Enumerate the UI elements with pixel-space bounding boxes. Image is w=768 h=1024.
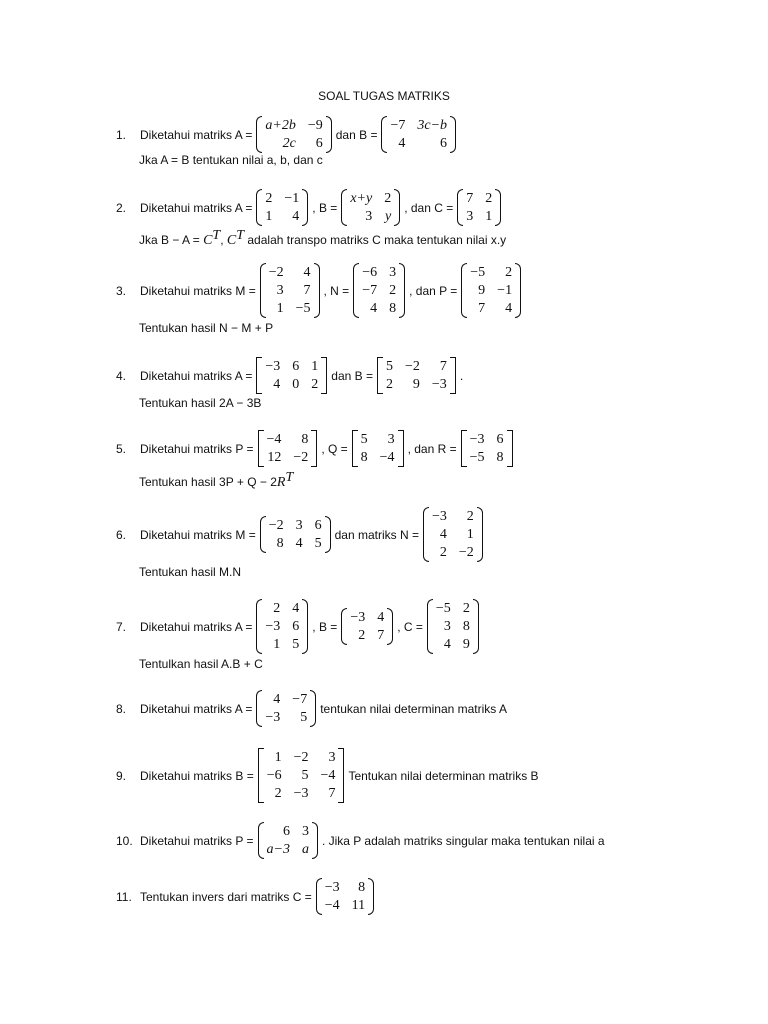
matrix-right-bracket bbox=[368, 878, 374, 915]
matrix-cell: 6 bbox=[315, 136, 323, 151]
matrix-cell: −3 bbox=[350, 610, 366, 625]
matrix-cell: 1 bbox=[274, 750, 282, 765]
matrix-cell: 8 bbox=[360, 450, 368, 465]
matrix-right-bracket bbox=[325, 516, 331, 553]
matrix-entries bbox=[429, 507, 477, 562]
matrix-cell: 2 bbox=[466, 509, 474, 524]
matrix-cell: −2 bbox=[458, 545, 474, 560]
matrix-c bbox=[316, 878, 374, 915]
problem-text: tentukan nilai determinan matriks A bbox=[320, 701, 507, 716]
matrix-right-bracket bbox=[507, 430, 513, 467]
matrix-a bbox=[256, 690, 316, 727]
matrix-cell: 3 bbox=[466, 209, 474, 224]
matrix-r bbox=[461, 430, 513, 467]
matrix-cell: 1 bbox=[273, 637, 281, 652]
matrix-cell: −3 bbox=[431, 377, 447, 392]
matrix-b bbox=[381, 116, 456, 153]
matrix-right-bracket bbox=[310, 690, 316, 727]
matrix-cell: 4 bbox=[292, 601, 300, 616]
problem-number: 11. bbox=[116, 889, 132, 904]
matrix-cell: 2 bbox=[505, 265, 513, 280]
matrix-cell: 6 bbox=[292, 359, 300, 374]
matrix-cell: −2 bbox=[293, 450, 309, 465]
problem-text: Diketahui matriks P = bbox=[140, 833, 254, 848]
matrix-cell: −5 bbox=[295, 301, 311, 316]
matrix-right-bracket bbox=[477, 507, 483, 562]
problem-number: 7. bbox=[116, 619, 127, 634]
matrix-cell: 9 bbox=[478, 283, 486, 298]
matrix-a bbox=[256, 599, 308, 654]
matrix-cell: 5 bbox=[301, 768, 309, 783]
matrix-cell: 2 bbox=[384, 191, 392, 206]
matrix-m bbox=[260, 516, 331, 553]
problem-5-question bbox=[139, 470, 293, 491]
problem-8 bbox=[116, 690, 508, 727]
matrix-cell: −9 bbox=[307, 118, 323, 133]
comma: , bbox=[220, 233, 224, 247]
problem-number: 2. bbox=[116, 200, 127, 215]
matrix-entries bbox=[359, 263, 399, 318]
problem-7 bbox=[116, 599, 482, 654]
matrix-entries bbox=[347, 608, 387, 645]
matrix-cell: −4 bbox=[266, 432, 282, 447]
matrix-cell: 5 bbox=[386, 359, 393, 374]
problem-number: 5. bbox=[116, 441, 127, 456]
problem-number: 8. bbox=[116, 701, 127, 716]
matrix-entries bbox=[262, 116, 325, 153]
problem-1-question: Jka A = B tentukan nilai a, b, dan c bbox=[139, 153, 323, 167]
matrix-cell: 8 bbox=[276, 536, 284, 551]
matrix-cell: 6 bbox=[292, 619, 300, 634]
transpose-mark: T bbox=[212, 228, 221, 243]
matrix-entries bbox=[322, 878, 368, 915]
matrix-m bbox=[260, 263, 320, 318]
matrix-cell: −7 bbox=[362, 283, 378, 298]
problem-10 bbox=[116, 822, 606, 859]
matrix-n bbox=[353, 263, 405, 318]
matrix-cell: 3 bbox=[443, 619, 451, 634]
matrix-a bbox=[256, 357, 327, 394]
matrix-cell: 7 bbox=[328, 786, 336, 801]
matrix-cell: 2 bbox=[274, 786, 282, 801]
problem-text: Diketahui matriks A = bbox=[140, 701, 253, 716]
matrix-right-bracket bbox=[338, 748, 344, 803]
matrix-cell: 8 bbox=[358, 880, 366, 895]
matrix-cell: 4 bbox=[505, 301, 513, 316]
problem-4 bbox=[116, 357, 464, 394]
matrix-entries bbox=[264, 748, 339, 803]
matrix-entries bbox=[387, 116, 450, 153]
problem-text: Diketahui matriks M = bbox=[140, 283, 256, 298]
matrix-cell: 3 bbox=[276, 283, 284, 298]
matrix-c bbox=[457, 189, 501, 226]
matrix-right-bracket bbox=[302, 599, 308, 654]
matrix-cell: a+2b bbox=[265, 118, 296, 133]
matrix-cell: 1 bbox=[311, 359, 319, 374]
matrix-cell: 4 bbox=[295, 536, 303, 551]
problem-number: 1. bbox=[116, 127, 127, 142]
matrix-b bbox=[341, 189, 400, 226]
matrix-entries bbox=[347, 189, 394, 226]
matrix-cell: 5 bbox=[292, 637, 300, 652]
problem-4-question: Tentukan hasil 2A − 3B bbox=[139, 396, 262, 410]
matrix-right-bracket bbox=[515, 263, 521, 318]
matrix-cell: −3 bbox=[469, 432, 485, 447]
matrix-cell: 2 bbox=[439, 545, 447, 560]
matrix-cell: a−3 bbox=[266, 842, 290, 857]
problem-text: . bbox=[459, 368, 464, 383]
problem-text: dan B = bbox=[331, 368, 373, 383]
problem-9 bbox=[116, 748, 540, 803]
matrix-entries bbox=[262, 599, 302, 654]
problem-number: 6. bbox=[116, 527, 127, 542]
matrix-cell: x+y bbox=[350, 191, 373, 206]
problem-number: 10. bbox=[116, 833, 133, 848]
problem-11 bbox=[116, 878, 377, 915]
matrix-cell: 7 bbox=[377, 628, 385, 643]
matrix-cell: −3 bbox=[265, 619, 281, 634]
matrix-cell: 4 bbox=[377, 610, 385, 625]
matrix-cell: 4 bbox=[443, 637, 451, 652]
matrix-cell: 8 bbox=[301, 432, 309, 447]
problem-text: , dan R = bbox=[407, 441, 457, 456]
matrix-cell: 7 bbox=[478, 301, 486, 316]
matrix-right-bracket bbox=[321, 357, 327, 394]
matrix-cell: 2 bbox=[386, 377, 393, 392]
matrix-cell: 7 bbox=[466, 191, 474, 206]
problem-3-question: Tentukan hasil N − M + P bbox=[139, 321, 274, 335]
matrix-q bbox=[352, 430, 404, 467]
matrix-right-bracket bbox=[387, 608, 393, 645]
matrix-cell: 4 bbox=[292, 209, 300, 224]
problem-text: , dan C = bbox=[404, 200, 454, 215]
problem-text: dan B = bbox=[335, 127, 378, 142]
matrix-entries bbox=[266, 263, 314, 318]
matrix-entries bbox=[266, 516, 325, 553]
matrix-cell: 6 bbox=[314, 518, 322, 533]
matrix-cell: 3 bbox=[301, 824, 309, 839]
matrix-cell: 1 bbox=[276, 301, 284, 316]
matrix-cell: 6 bbox=[282, 824, 290, 839]
matrix-cell: 2c bbox=[282, 136, 296, 151]
problem-number: 4. bbox=[116, 368, 127, 383]
problem-3 bbox=[116, 263, 524, 318]
matrix-cell: −3 bbox=[431, 509, 447, 524]
matrix-cell: 3c−b bbox=[417, 118, 448, 133]
matrix-a bbox=[256, 116, 331, 153]
matrix-cell: −3 bbox=[265, 710, 281, 725]
matrix-cell: 4 bbox=[303, 265, 311, 280]
matrix-entries bbox=[383, 357, 450, 394]
problem-text: Diketahui matriks A = bbox=[140, 619, 253, 634]
matrix-cell: 4 bbox=[273, 692, 281, 707]
problem-text: , C = bbox=[397, 619, 423, 634]
matrix-cell: 2 bbox=[485, 191, 493, 206]
matrix-cell: 5 bbox=[314, 536, 322, 551]
problem-text: Diketahui matriks B = bbox=[140, 768, 254, 783]
matrix-cell: −3 bbox=[324, 880, 340, 895]
matrix-cell: 9 bbox=[412, 377, 420, 392]
matrix-cell: −3 bbox=[265, 359, 281, 374]
matrix-cell: −5 bbox=[435, 601, 451, 616]
matrix-entries bbox=[262, 189, 302, 226]
problem-number: 9. bbox=[116, 768, 127, 783]
matrix-n bbox=[423, 507, 483, 562]
matrix-b bbox=[377, 357, 456, 394]
problem-text: , N = bbox=[323, 283, 350, 298]
matrix-cell: 6 bbox=[440, 136, 448, 151]
problem-7-question: Tentulkan hasil A.B + C bbox=[139, 657, 263, 671]
matrix-cell: −3 bbox=[293, 786, 309, 801]
matrix-cell: −2 bbox=[405, 359, 420, 374]
matrix-cell: 8 bbox=[496, 450, 504, 465]
matrix-entries bbox=[262, 690, 310, 727]
transpose-mark: T bbox=[285, 470, 294, 485]
matrix-right-bracket bbox=[302, 189, 308, 226]
question-text: Tentukan hasil 3P + Q − 2 bbox=[139, 475, 277, 489]
matrix-cell: −2 bbox=[268, 518, 284, 533]
matrix-cell: 2 bbox=[358, 628, 366, 643]
matrix-p bbox=[461, 263, 521, 318]
matrix-c bbox=[427, 599, 479, 654]
matrix-cell: −2 bbox=[293, 750, 309, 765]
problem-text: , dan P = bbox=[409, 283, 458, 298]
matrix-cell: 2 bbox=[462, 601, 470, 616]
matrix-cell: 1 bbox=[485, 209, 493, 224]
problem-6-question: Tentukan hasil M.N bbox=[139, 565, 242, 579]
matrix-cell: 3 bbox=[387, 432, 395, 447]
problem-1 bbox=[116, 116, 459, 153]
problem-text: , Q = bbox=[321, 441, 348, 456]
matrix-cell: 2 bbox=[389, 283, 397, 298]
matrix-right-bracket bbox=[399, 263, 405, 318]
matrix-cell: 5 bbox=[300, 710, 308, 725]
matrix-a bbox=[256, 189, 308, 226]
matrix-cell: 5 bbox=[360, 432, 368, 447]
matrix-right-bracket bbox=[473, 599, 479, 654]
matrix-cell: 3 bbox=[389, 265, 397, 280]
matrix-cell: 7 bbox=[303, 283, 311, 298]
matrix-cell: 8 bbox=[462, 619, 470, 634]
matrix-right-bracket bbox=[394, 189, 400, 226]
matrix-entries bbox=[463, 189, 495, 226]
matrix-cell: 1 bbox=[466, 527, 474, 542]
matrix-cell: 3 bbox=[328, 750, 336, 765]
matrix-right-bracket bbox=[312, 822, 318, 859]
matrix-b bbox=[258, 748, 345, 803]
problem-text: dan matriks N = bbox=[334, 527, 419, 542]
matrix-cell: −5 bbox=[469, 450, 485, 465]
matrix-right-bracket bbox=[326, 116, 332, 153]
matrix-cell: −2 bbox=[268, 265, 284, 280]
matrix-cell: −7 bbox=[390, 118, 406, 133]
matrix-cell: 2 bbox=[265, 191, 273, 206]
problem-2-question bbox=[139, 228, 506, 249]
matrix-cell: 12 bbox=[267, 450, 282, 465]
problem-5 bbox=[116, 430, 516, 467]
matrix-cell: −4 bbox=[320, 768, 336, 783]
matrix-cell: 7 bbox=[439, 359, 447, 374]
matrix-cell: 4 bbox=[370, 301, 378, 316]
matrix-right-bracket bbox=[450, 116, 456, 153]
matrix-cell: −1 bbox=[284, 191, 300, 206]
matrix-cell: 4 bbox=[273, 377, 281, 392]
matrix-cell: −5 bbox=[470, 265, 486, 280]
matrix-right-bracket bbox=[450, 357, 456, 394]
matrix-entries bbox=[264, 822, 312, 859]
matrix-cell: −4 bbox=[324, 898, 340, 913]
matrix-entries bbox=[433, 599, 473, 654]
problem-text: Diketahui matriks M = bbox=[140, 527, 256, 542]
problem-text: Diketahui matriks A = bbox=[140, 127, 253, 142]
matrix-cell: −6 bbox=[362, 265, 378, 280]
matrix-cell: 11 bbox=[351, 898, 366, 913]
matrix-cell: 9 bbox=[462, 637, 470, 652]
matrix-right-bracket bbox=[311, 430, 317, 467]
matrix-cell: 6 bbox=[496, 432, 504, 447]
matrix-cell: −1 bbox=[497, 283, 513, 298]
problem-number: 3. bbox=[116, 283, 127, 298]
matrix-entries bbox=[262, 357, 321, 394]
matrix-right-bracket bbox=[398, 430, 404, 467]
problem-text: , B = bbox=[312, 200, 338, 215]
page-title: SOAL TUGAS MATRIKS bbox=[318, 89, 450, 103]
problem-text: . Jika P adalah matriks singular maka tentukan nilai a bbox=[321, 833, 605, 848]
matrix-entries bbox=[467, 263, 515, 318]
matrix-cell: a bbox=[301, 842, 309, 857]
matrix-entries bbox=[358, 430, 398, 467]
problem-2 bbox=[116, 189, 504, 226]
matrix-cell: −6 bbox=[266, 768, 282, 783]
matrix-cell: 3 bbox=[365, 209, 373, 224]
problem-text: , B = bbox=[312, 619, 338, 634]
math-c: C bbox=[226, 233, 237, 248]
matrix-cell: 4 bbox=[398, 136, 406, 151]
matrix-cell: 0 bbox=[292, 377, 300, 392]
matrix-cell: 2 bbox=[311, 377, 319, 392]
question-text: Jka B − A = bbox=[139, 233, 200, 247]
problem-text: Diketahui matriks A = bbox=[140, 368, 253, 383]
matrix-cell: 3 bbox=[295, 518, 303, 533]
matrix-right-bracket bbox=[314, 263, 320, 318]
matrix-entries bbox=[467, 430, 507, 467]
matrix-cell: 2 bbox=[273, 601, 281, 616]
matrix-b bbox=[341, 608, 393, 645]
matrix-entries bbox=[264, 430, 312, 467]
matrix-cell: 4 bbox=[439, 527, 447, 542]
matrix-cell: −7 bbox=[292, 692, 308, 707]
transpose-mark: T bbox=[236, 228, 245, 243]
problem-text: Tentukan invers dari matriks C = bbox=[140, 889, 312, 904]
question-text: adalah transpo matriks C maka tentukan nilai x.y bbox=[247, 233, 507, 247]
math-r: R bbox=[276, 475, 286, 490]
matrix-cell: 1 bbox=[265, 209, 273, 224]
problem-text: Diketahui matriks A = bbox=[140, 200, 253, 215]
problem-text: Tentukan nilai determinan matriks B bbox=[348, 768, 539, 783]
math-c: C bbox=[203, 233, 213, 248]
problem-text: Diketahui matriks P = bbox=[140, 441, 254, 456]
matrix-cell: 8 bbox=[389, 301, 397, 316]
matrix-right-bracket bbox=[495, 189, 501, 226]
matrix-cell: −4 bbox=[379, 450, 395, 465]
matrix-p bbox=[258, 822, 318, 859]
problem-6 bbox=[116, 507, 486, 562]
matrix-p bbox=[258, 430, 318, 467]
matrix-cell: y bbox=[384, 209, 392, 224]
